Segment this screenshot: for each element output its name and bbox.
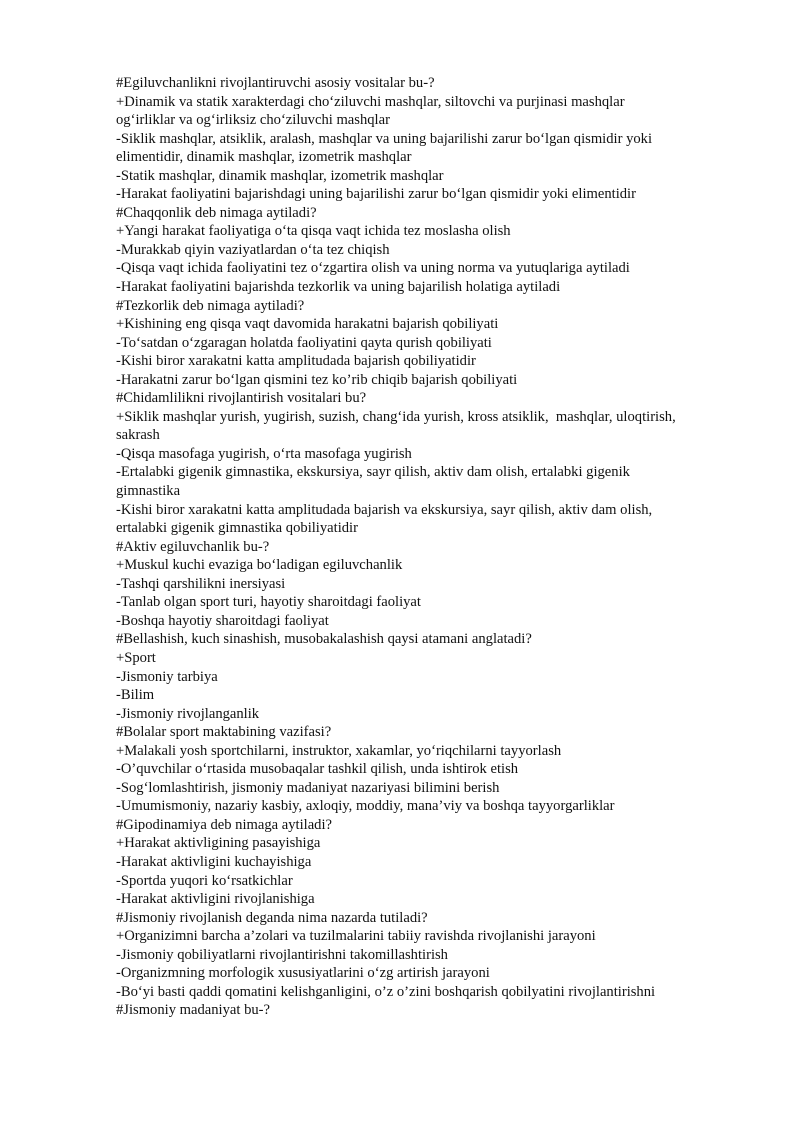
question-line: #Gipodinamiya deb nimaga aytiladi?: [116, 816, 333, 833]
continuation-line: ertalabki gigenik gimnastika qobiliyatidir: [116, 520, 358, 537]
correct-answer-line: +Siklik mashqlar yurish, yugirish, suzish, chang‘ida yurish, kross atsiklik, mashqlar, uloqtirish,: [116, 408, 676, 425]
question-line: #Bellashish, kuch sinashish, musobakalashish qaysi atamani anglatadi?: [116, 631, 532, 648]
correct-answer-line: +Yangi harakat faoliyatiga o‘ta qisqa vaqt ichida tez moslasha olish: [116, 223, 511, 240]
question-line: #Chidamlilikni rivojlantirish vositalari bu?: [116, 390, 367, 407]
wrong-answer-line: -Kishi biror xarakatni katta amplitudada bajarish qobiliyatidir: [116, 353, 476, 370]
question-line: #Jismoniy rivojlanish deganda nima nazarda tutiladi?: [116, 909, 428, 926]
wrong-answer-line: -Qisqa masofaga yugirish, o‘rta masofaga yugirish: [116, 445, 412, 462]
correct-answer-line: +Kishining eng qisqa vaqt davomida harakatni bajarish qobiliyati: [116, 316, 499, 333]
wrong-answer-line: -O’quvchilar o‘rtasida musobaqalar tashkil qilish, unda ishtirok etish: [116, 761, 519, 778]
correct-answer-line: +Muskul kuchi evaziga bo‘ladigan egiluvchanlik: [116, 557, 403, 574]
wrong-answer-line: -Kishi biror xarakatni katta amplitudada bajarish va ekskursiya, sayr qilish, aktiv dam olish,: [116, 501, 653, 518]
wrong-answer-line: -To‘satdan o‘zgaragan holatda faoliyatini qayta qurish qobiliyati: [116, 334, 492, 351]
wrong-answer-line: -Organizmning morfologik xususiyatlarini o‘zg artirish jarayoni: [116, 965, 490, 982]
question-line: #Bolalar sport maktabining vazifasi?: [116, 724, 332, 741]
correct-answer-line: +Organizimni barcha a’zolari va tuzilmalarini tabiiy ravishda rivojlanishi jarayoni: [116, 928, 596, 945]
wrong-answer-line: -Sportda yuqori ko‘rsatkichlar: [116, 872, 293, 889]
wrong-answer-line: -Jismoniy rivojlanganlik: [116, 705, 260, 722]
wrong-answer-line: -Bilim: [116, 687, 155, 704]
correct-answer-line: +Dinamik va statik xarakterdagi cho‘ziluvchi mashqlar, siltovchi va purjinasi mashqlar: [116, 93, 625, 110]
wrong-answer-line: -Sog‘lomlashtirish, jismoniy madaniyat nazariyasi bilimini berish: [116, 779, 500, 796]
continuation-line: elimentidir, dinamik mashqlar, izometrik mashqlar: [116, 149, 412, 166]
document-page: [116, 74, 756, 1020]
question-line: #Jismoniy madaniyat bu-?: [116, 1002, 271, 1019]
wrong-answer-line: -Harakat aktivligini rivojlanishiga: [116, 891, 315, 908]
wrong-answer-line: -Harakat faoliyatini bajarishdagi uning bajarilishi zarur bo‘lgan qismidir yoki elimentidir: [116, 186, 636, 203]
wrong-answer-line: -Harakatni zarur bo‘lgan qismini tez ko’rib chiqib bajarish qobiliyati: [116, 371, 518, 388]
wrong-answer-line: -Siklik mashqlar, atsiklik, aralash, mashqlar va uning bajarilishi zarur bo‘lgan qismidir yoki: [116, 130, 653, 147]
continuation-line: gimnastika: [116, 483, 181, 500]
wrong-answer-line: -Statik mashqlar, dinamik mashqlar, izometrik mashqlar: [116, 167, 444, 184]
wrong-answer-line: -Tanlab olgan sport turi, hayotiy sharoitdagi faoliyat: [116, 594, 421, 611]
wrong-answer-line: -Jismoniy tarbiya: [116, 668, 218, 685]
question-line: #Aktiv egiluvchanlik bu-?: [116, 538, 270, 555]
wrong-answer-line: -Boshqa hayotiy sharoitdagi faoliyat: [116, 612, 329, 629]
wrong-answer-line: -Ertalabki gigenik gimnastika, ekskursiya, sayr qilish, aktiv dam olish, ertalabki gigenik: [116, 464, 630, 481]
question-line: #Chaqqonlik deb nimaga aytiladi?: [116, 204, 317, 221]
question-line: #Egiluvchanlikni rivojlantiruvchi asosiy vositalar bu-?: [116, 75, 435, 91]
wrong-answer-line: -Jismoniy qobiliyatlarni rivojlantirishni takomillashtirish: [116, 946, 448, 963]
wrong-answer-line: -Harakat aktivligini kuchayishiga: [116, 853, 312, 870]
continuation-line: sakrash: [116, 427, 160, 444]
wrong-answer-line: -Harakat faoliyatini bajarishda tezkorlik va uning bajarilish holatiga aytiladi: [116, 279, 561, 296]
wrong-answer-line: -Qisqa vaqt ichida faoliyatini tez o‘zgartira olish va uning norma va yutuqlariga aytiladi: [116, 260, 630, 277]
correct-answer-line: +Malakali yosh sportchilarni, instruktor, xakamlar, yo‘riqchilarni tayyorlash: [116, 742, 562, 759]
continuation-line: og‘irliklar va og‘irliksiz cho‘ziluvchi mashqlar: [116, 112, 390, 129]
question-line: #Tezkorlik deb nimaga aytiladi?: [116, 297, 305, 314]
wrong-answer-line: -Tashqi qarshilikni inersiyasi: [116, 575, 286, 592]
wrong-answer-line: -Bo‘yi basti qaddi qomatini kelishganligini, o’z o’zini boshqarish qobilyatini rivojlantirishni: [116, 983, 656, 1000]
correct-answer-line: +Sport: [116, 649, 156, 666]
correct-answer-line: +Harakat aktivligining pasayishiga: [116, 835, 321, 852]
wrong-answer-line: -Murakkab qiyin vaziyatlardan o‘ta tez chiqish: [116, 241, 390, 258]
wrong-answer-line: -Umumismoniy, nazariy kasbiy, axloqiy, moddiy, mana’viy va boshqa tayyorgarliklar: [116, 798, 615, 815]
